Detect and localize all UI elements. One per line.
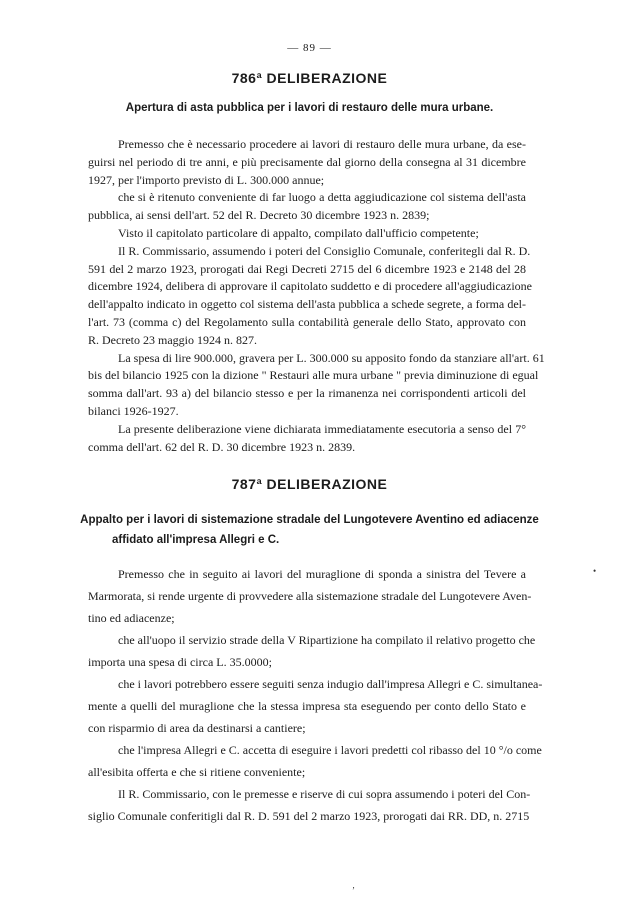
body-line: tino ed adiacenze;	[88, 611, 175, 625]
margin-mark: •	[593, 566, 597, 576]
body-line: La presente deliberazione viene dichiarata immediatamente esecutoria a senso del 7°	[118, 421, 526, 436]
body-line: dicembre 1924, delibera di approvare il capitolato suddetto e di procedere all'aggiudicazione	[88, 279, 532, 294]
body-line: mente a quelli del muraglione che la stessa impresa sta eseguendo per conto dello Stato e	[88, 699, 526, 713]
body-line: l'art. 73 (comma c) del Regolamento sulla contabilità generale dello Stato, approvato con	[88, 315, 526, 329]
body-line: Il R. Commissario, assumendo i poteri del Consiglio Comunale, conferitegli dal R. D.	[118, 243, 531, 258]
body-line: che si è ritenuto conveniente di far luogo a detta aggiudicazione col sistema dell'asta	[118, 190, 526, 205]
body-line: siglio Comunale conferitigli dal R. D. 591 del 2 marzo 1923, prorogati dai RR. DD, n. 2715	[88, 809, 530, 823]
body-line: La spesa di lire 900.000, gravera per L. 300.000 su apposito fondo da stanziare all'art. 61	[118, 350, 545, 365]
section-subtitle-787-line1: Appalto per i lavori di sistemazione stradale del Lungotevere Aventino ed adiacenze	[80, 514, 539, 526]
section-heading-787: 787ª DELIBERAZIONE	[231, 476, 388, 492]
body-line: Il R. Commissario, con le premesse e riserve di cui sopra assumendo i poteri del Con-	[118, 787, 531, 801]
body-line: pubblica, ai sensi dell'art. 52 del R. Decreto 30 dicembre 1923 n. 2839;	[88, 208, 430, 223]
page-number: — 89 —	[287, 42, 332, 54]
body-line: comma dell'art. 62 del R. D. 30 dicembre 1923 n. 2839.	[88, 439, 356, 454]
body-line: 591 del 2 marzo 1923, prorogati dai Regi Decreti 2715 del 6 dicembre 1923 e 2148 del 28	[88, 261, 526, 276]
body-line: con risparmio di area da destinarsi a cantiere;	[88, 721, 306, 735]
body-line: guirsi nel periodo di tre anni, e più precisamente dal giorno della consegna al 31 dicembre	[88, 154, 526, 169]
section-subtitle-787-line2: affidato all'impresa Allegri e C.	[112, 534, 280, 546]
body-line: Visto il capitolato particolare di appalto, compilato dall'ufficio competente;	[118, 226, 479, 240]
body-line: che i lavori potrebbero essere seguiti senza indugio dall'impresa Allegri e C. simultanea-	[118, 677, 543, 691]
body-line: che l'impresa Allegri e C. accetta di eseguire i lavori predetti col ribasso del 10 °/o come	[118, 743, 542, 757]
section-subtitle-786: Apertura di asta pubblica per i lavori di restauro delle mura urbane.	[125, 102, 494, 114]
body-line: importa una spesa di circa L. 35.0000;	[88, 655, 272, 669]
body-line: bis del bilancio 1925 con la dizione " Restauri alle mura urbane " previa diminuzione di egual	[88, 368, 539, 383]
body-line: Marmorata, si rende urgente di provvedere alla sistemazione stradale del Lungotevere Aven-	[88, 589, 532, 603]
body-line: dell'appalto indicato in oggetto col sistema dell'asta pubblica a schede segrete, a forma del-	[88, 297, 526, 312]
margin-mark: ‚	[352, 880, 355, 890]
body-line: all'esibita offerta e che si ritiene conveniente;	[88, 765, 306, 779]
body-line: Premesso che in seguito ai lavori del muraglione di sponda a sinistra del Tevere a	[118, 567, 526, 581]
body-line: somma dall'art. 93 a) del bilancio stesso e per la rimanenza nei corrispondenti articoli del	[88, 386, 526, 401]
body-line: che all'uopo il servizio strade della V Ripartizione ha compilato il relativo progetto che	[118, 633, 536, 647]
body-line: 1927, per l'importo previsto di L. 300.000 annue;	[88, 172, 325, 187]
body-line: bilanci 1926-1927.	[88, 404, 179, 418]
section-heading-786: 786ª DELIBERAZIONE	[231, 70, 388, 86]
body-line: Premesso che è necessario procedere ai lavori di restauro delle mura urbane, da ese-	[118, 137, 526, 151]
body-line: R. Decreto 23 maggio 1924 n. 827.	[88, 332, 257, 347]
